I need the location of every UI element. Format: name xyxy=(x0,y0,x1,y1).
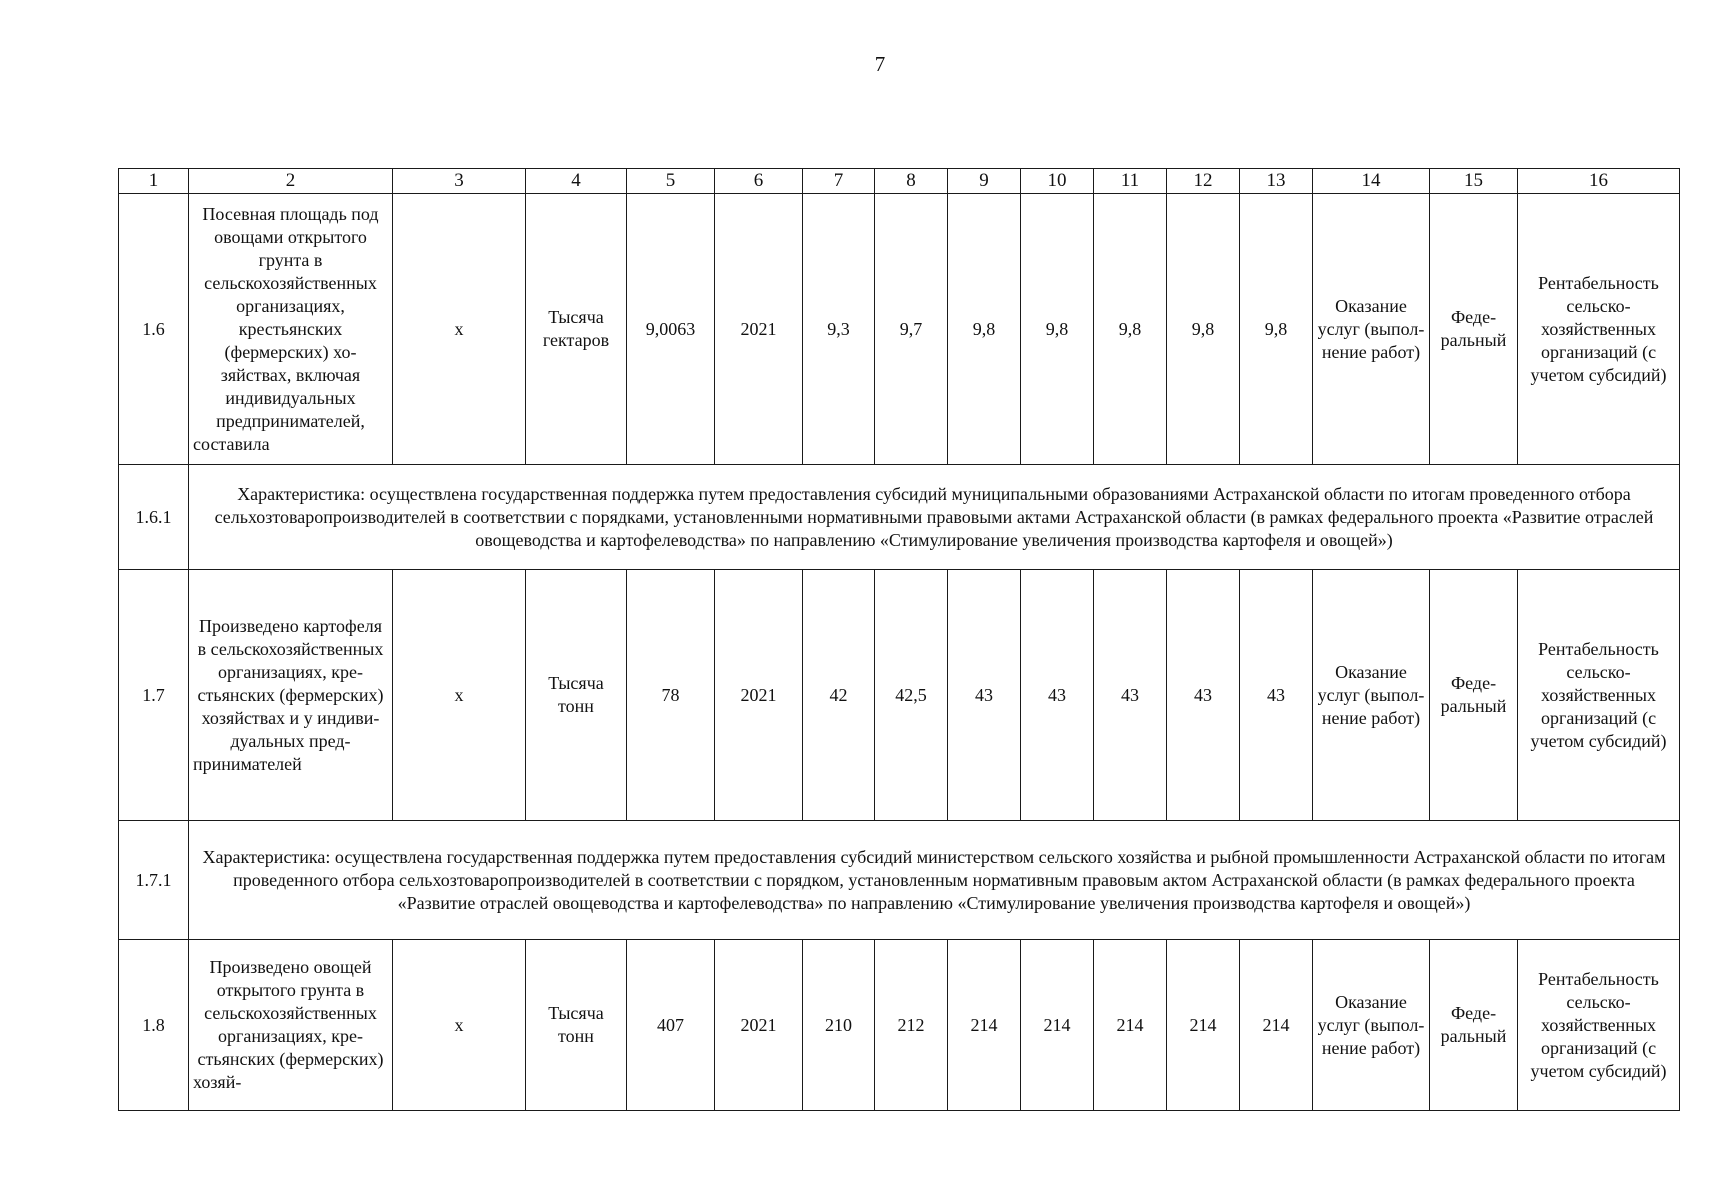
value-col11: 214 xyxy=(1094,940,1167,1111)
characteristic-row xyxy=(119,821,1680,940)
indicator-col14: Оказание услуг (выполнение работ) xyxy=(1313,194,1430,465)
indicator-col3: х xyxy=(393,194,526,465)
column-number: 13 xyxy=(1240,169,1313,194)
base-value: 9,0063 xyxy=(627,194,715,465)
column-number: 8 xyxy=(875,169,948,194)
value-col10: 43 xyxy=(1021,570,1094,821)
unit: Тысяча тонн xyxy=(526,940,627,1111)
indicator-col16: Рентабельность сельскохозяйственных организаций (с учетом субсидий) xyxy=(1518,194,1680,465)
indicator-name: Посевная площадь под овощами открытого грунта в сельскохозяйственных организациях, крестьянских (фермерских) хозяйствах, включая индивидуальных предпринимателей, составила xyxy=(189,194,393,465)
base-year: 2021 xyxy=(715,940,803,1111)
column-number: 6 xyxy=(715,169,803,194)
base-value: 78 xyxy=(627,570,715,821)
value-col12: 43 xyxy=(1167,570,1240,821)
column-number: 3 xyxy=(393,169,526,194)
indicator-name: Произведено картофеля в сельскохозяйственных организациях, крестьянских (фермерских) хозяйствах и у индивидуальных предпринимателей xyxy=(189,570,393,821)
value-col13: 43 xyxy=(1240,570,1313,821)
row-number: 1.6 xyxy=(119,194,189,465)
characteristic-row xyxy=(119,465,1680,570)
value-col9: 43 xyxy=(948,570,1021,821)
indicator-col16: Рентабельность сельскохозяйственных организаций (с учетом субсидий) xyxy=(1518,940,1680,1111)
characteristic-text: Характеристика: осуществлена государственная поддержка путем предоставления субсидий муниципальными образованиями Астраханской области по итогам проведенного отбора сельхозтоваропроизводителей в соответствии с порядками, установленными нормативными правовыми актами Астраханской области (в рамках федерального проекта «Развитие отраслей овощеводства и картофелеводства» по направлению «Стимулирование увеличения производства картофеля и овощей») xyxy=(189,465,1680,570)
indicator-col3: х xyxy=(393,570,526,821)
column-number: 12 xyxy=(1167,169,1240,194)
unit: Тысяча тонн xyxy=(526,570,627,821)
indicator-col15: Федеральный xyxy=(1430,570,1518,821)
indicator-col14: Оказание услуг (выполнение работ) xyxy=(1313,940,1430,1111)
column-number: 11 xyxy=(1094,169,1167,194)
value-col13: 9,8 xyxy=(1240,194,1313,465)
indicator-col14: Оказание услуг (выполнение работ) xyxy=(1313,570,1430,821)
value-col11: 43 xyxy=(1094,570,1167,821)
table-row xyxy=(119,570,1680,821)
column-number: 2 xyxy=(189,169,393,194)
value-col8: 9,7 xyxy=(875,194,948,465)
value-col11: 9,8 xyxy=(1094,194,1167,465)
value-col7: 210 xyxy=(803,940,875,1111)
indicator-col3: х xyxy=(393,940,526,1111)
column-number: 16 xyxy=(1518,169,1680,194)
unit: Тысяча гектаров xyxy=(526,194,627,465)
value-col7: 9,3 xyxy=(803,194,875,465)
table-row xyxy=(119,194,1680,465)
row-number: 1.7 xyxy=(119,570,189,821)
value-col10: 214 xyxy=(1021,940,1094,1111)
page-number: 7 xyxy=(874,52,886,76)
indicators-table xyxy=(118,168,1680,1111)
column-number: 7 xyxy=(803,169,875,194)
value-col9: 214 xyxy=(948,940,1021,1111)
column-number: 4 xyxy=(526,169,627,194)
row-number: 1.7.1 xyxy=(119,821,189,940)
value-col8: 212 xyxy=(875,940,948,1111)
value-col12: 214 xyxy=(1167,940,1240,1111)
value-col12: 9,8 xyxy=(1167,194,1240,465)
column-number: 1 xyxy=(119,169,189,194)
base-year: 2021 xyxy=(715,194,803,465)
column-number: 5 xyxy=(627,169,715,194)
row-number: 1.6.1 xyxy=(119,465,189,570)
indicator-col15: Федеральный xyxy=(1430,194,1518,465)
indicator-col16: Рентабельность сельскохозяйственных организаций (с учетом субсидий) xyxy=(1518,570,1680,821)
value-col10: 9,8 xyxy=(1021,194,1094,465)
value-col9: 9,8 xyxy=(948,194,1021,465)
value-col8: 42,5 xyxy=(875,570,948,821)
value-col13: 214 xyxy=(1240,940,1313,1111)
column-number: 10 xyxy=(1021,169,1094,194)
characteristic-text: Характеристика: осуществлена государственная поддержка путем предоставления субсидий министерством сельского хозяйства и рыбной промышленности Астраханской области по итогам проведенного отбора сельхозтоваропроизводителей в соответствии с порядком, установленным нормативным правовым актом Астраханской области (в рамках федерального проекта «Развитие отраслей овощеводства и картофелеводства» по направлению «Стимулирование увеличения производства картофеля и овощей») xyxy=(189,821,1680,940)
column-number: 14 xyxy=(1313,169,1430,194)
indicator-col15: Федеральный xyxy=(1430,940,1518,1111)
column-number: 9 xyxy=(948,169,1021,194)
base-value: 407 xyxy=(627,940,715,1111)
table-row xyxy=(119,940,1680,1111)
indicator-name: Произведено овощей открытого грунта в сельскохозяйственных организациях, крестьянских (фермерских) хозяй- xyxy=(189,940,393,1111)
base-year: 2021 xyxy=(715,570,803,821)
column-number: 15 xyxy=(1430,169,1518,194)
value-col7: 42 xyxy=(803,570,875,821)
row-number: 1.8 xyxy=(119,940,189,1111)
column-number-row xyxy=(119,169,1680,194)
